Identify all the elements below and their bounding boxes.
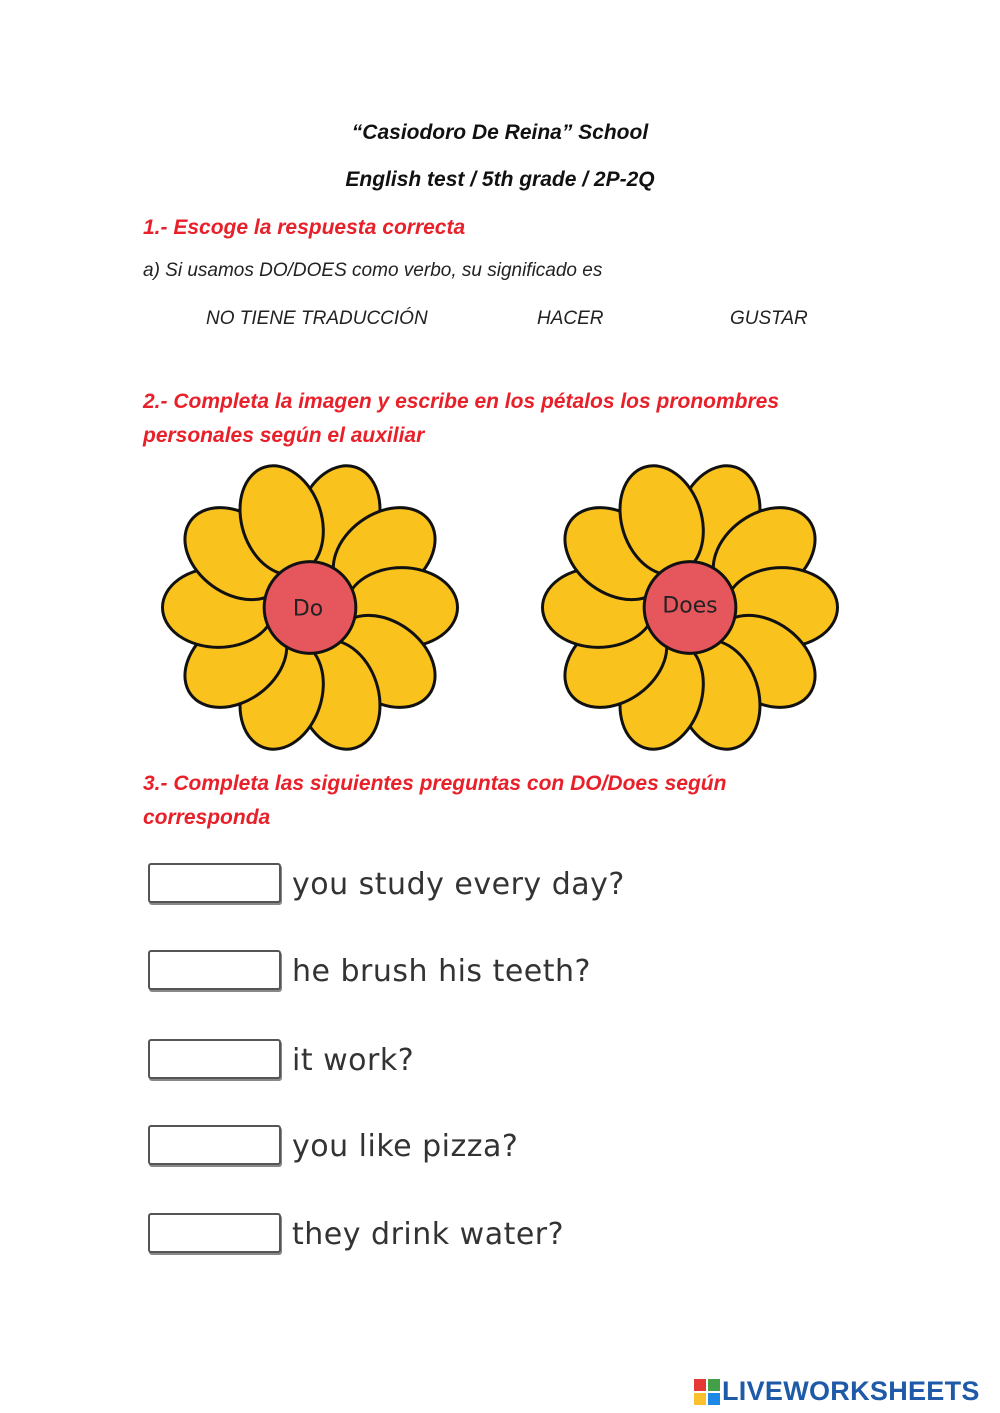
answer-box-1[interactable] — [148, 863, 281, 903]
flower-do[interactable] — [155, 460, 465, 755]
section-2-heading: 2.- Completa la imagen y escribe en los pétalos los pronombres personales según el auxiliar — [143, 390, 780, 447]
flower-does[interactable] — [535, 460, 845, 755]
liveworksheets-icon — [694, 1379, 720, 1405]
test-info: English test / 5th grade / 2P-2Q — [345, 168, 655, 191]
question-text-2: he brush his teeth? — [292, 954, 591, 989]
section-1-question: a) Si usamos DO/DOES como verbo, su significado es — [143, 260, 603, 281]
section-1-heading: 1.- Escoge la respuesta correcta — [143, 216, 466, 239]
answer-box-4[interactable] — [148, 1125, 281, 1165]
liveworksheets-logo[interactable] — [694, 1376, 980, 1407]
question-text-1: you study every day? — [292, 867, 625, 902]
question-text-5: they drink water? — [292, 1217, 565, 1252]
section-3-heading: 3.- Completa las siguientes preguntas con DO/Does según corresponda — [143, 772, 727, 829]
school-title: “Casiodoro De Reina” School — [351, 121, 649, 144]
flower-do-label: Do — [292, 596, 324, 622]
answer-box-5[interactable] — [148, 1213, 281, 1253]
question-text-4: you like pizza? — [292, 1129, 519, 1164]
option-no-tiene-traduccion[interactable]: NO TIENE TRADUCCIÓN — [206, 308, 428, 329]
flower-does-graphic — [535, 460, 845, 755]
liveworksheets-logo-text: LIVEWORKSHEETS — [722, 1376, 980, 1406]
answer-box-2[interactable] — [148, 950, 281, 990]
flower-do-graphic — [155, 460, 465, 755]
flower-does-label: Does — [662, 593, 718, 619]
option-gustar[interactable]: GUSTAR — [730, 308, 808, 329]
question-text-3: it work? — [292, 1043, 415, 1078]
answer-box-3[interactable] — [148, 1039, 281, 1079]
option-hacer[interactable]: HACER — [537, 308, 604, 329]
